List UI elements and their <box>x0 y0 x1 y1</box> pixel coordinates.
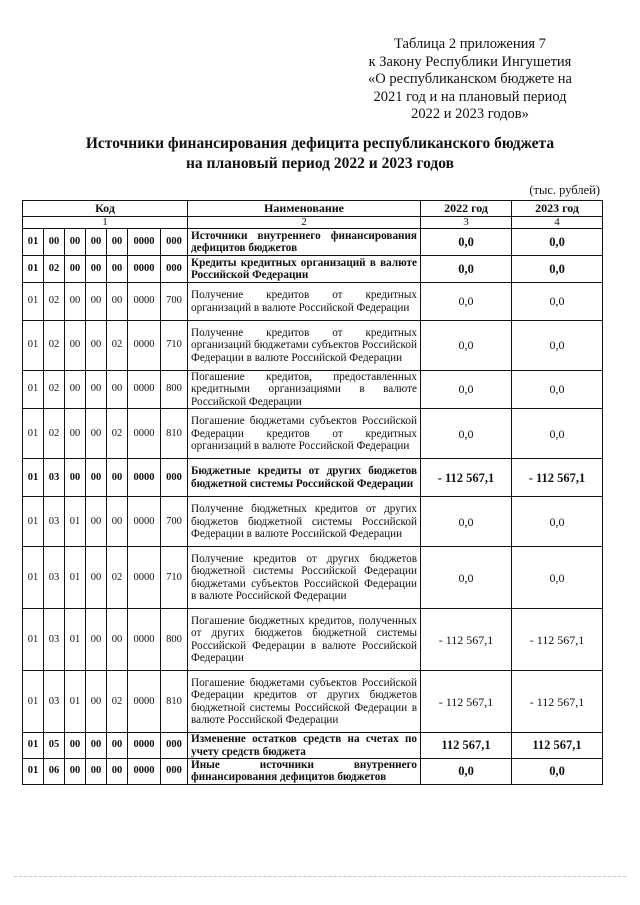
units-note: (тыс. рублей) <box>529 183 600 197</box>
table-row <box>23 321 603 371</box>
name-cell: Получение кредитов от других бюджетов бюджетной системы Российской Федерации бюджетами субъектов Российской Федерации в валюте Российской Федерации <box>188 547 421 609</box>
code-cell: 00 <box>107 229 128 256</box>
code-cell: 01 <box>23 671 44 733</box>
code-cell: 00 <box>86 256 107 283</box>
name-cell: Погашение бюджетами субъектов Российской Федерации кредитов от других бюджетов бюджетной системы Российской Федерации в валюте Российской Федерации <box>188 671 421 733</box>
code-cell: 00 <box>86 229 107 256</box>
appendix-header <box>352 36 588 124</box>
code-cell: 02 <box>107 547 128 609</box>
code-cell: 0000 <box>128 497 161 547</box>
code-cell: 01 <box>65 671 86 733</box>
code-cell: 02 <box>44 321 65 371</box>
value-2022-cell: - 112 567,1 <box>421 459 512 497</box>
code-cell: 810 <box>161 671 188 733</box>
code-cell: 0000 <box>128 283 161 321</box>
code-cell: 01 <box>23 321 44 371</box>
code-cell: 03 <box>44 609 65 671</box>
value-2022-cell: 0,0 <box>421 759 512 785</box>
table-row <box>23 671 603 733</box>
value-2023-cell: 0,0 <box>512 409 603 459</box>
code-cell: 01 <box>65 497 86 547</box>
value-2022-cell: 0,0 <box>421 547 512 609</box>
code-cell: 00 <box>107 371 128 409</box>
code-cell: 00 <box>86 547 107 609</box>
code-cell: 02 <box>44 409 65 459</box>
header-code: Код <box>23 201 188 217</box>
appendix-header-line: 2022 и 2023 годов» <box>411 106 529 122</box>
code-cell: 00 <box>65 321 86 371</box>
code-cell: 710 <box>161 321 188 371</box>
code-cell: 00 <box>86 283 107 321</box>
table-row <box>23 256 603 283</box>
code-cell: 01 <box>65 547 86 609</box>
value-2023-cell: 0,0 <box>512 759 603 785</box>
table-row <box>23 547 603 609</box>
code-cell: 01 <box>23 409 44 459</box>
code-cell: 0000 <box>128 609 161 671</box>
appendix-header-line: 2021 год и на плановый период <box>373 88 567 105</box>
code-cell: 000 <box>161 229 188 256</box>
value-2022-cell: 0,0 <box>421 497 512 547</box>
code-cell: 0000 <box>128 371 161 409</box>
code-cell: 00 <box>86 497 107 547</box>
table-row <box>23 497 603 547</box>
table-row <box>23 759 603 785</box>
name-cell: Изменение остатков средств на счетах по учету средств бюджета <box>188 733 421 759</box>
header-2023: 2023 год <box>512 201 603 217</box>
column-index-row <box>23 217 603 229</box>
value-2023-cell: 112 567,1 <box>512 733 603 759</box>
value-2023-cell: 0,0 <box>512 547 603 609</box>
column-index: 2 <box>188 217 421 229</box>
code-cell: 810 <box>161 409 188 459</box>
code-cell: 700 <box>161 497 188 547</box>
code-cell: 01 <box>23 759 44 785</box>
appendix-header-line: «О республиканском бюджете на <box>368 71 572 87</box>
code-cell: 00 <box>86 321 107 371</box>
code-cell: 800 <box>161 371 188 409</box>
code-cell: 0000 <box>128 321 161 371</box>
code-cell: 00 <box>86 609 107 671</box>
name-cell: Получение кредитов от кредитных организаций в валюте Российской Федерации <box>188 283 421 321</box>
code-cell: 01 <box>65 609 86 671</box>
code-cell: 03 <box>44 671 65 733</box>
value-2022-cell: - 112 567,1 <box>421 671 512 733</box>
code-cell: 01 <box>23 371 44 409</box>
code-cell: 00 <box>107 497 128 547</box>
document-title-line-2: на плановый период 2022 и 2023 годов <box>186 155 454 172</box>
code-cell: 02 <box>44 283 65 321</box>
code-cell: 700 <box>161 283 188 321</box>
name-cell: Бюджетные кредиты от других бюджетов бюджетной системы Российской Федерации <box>188 459 421 497</box>
code-cell: 800 <box>161 609 188 671</box>
code-cell: 02 <box>44 256 65 283</box>
code-cell: 01 <box>23 256 44 283</box>
code-cell: 02 <box>44 371 65 409</box>
financing-sources-table <box>22 200 603 785</box>
value-2023-cell: 0,0 <box>512 283 603 321</box>
code-cell: 00 <box>65 409 86 459</box>
name-cell: Кредиты кредитных организаций в валюте Российской Федерации <box>188 256 421 283</box>
code-cell: 0000 <box>128 459 161 497</box>
code-cell: 0000 <box>128 547 161 609</box>
code-cell: 00 <box>107 256 128 283</box>
table-row <box>23 371 603 409</box>
code-cell: 00 <box>107 759 128 785</box>
code-cell: 0000 <box>128 409 161 459</box>
code-cell: 01 <box>23 733 44 759</box>
code-cell: 00 <box>65 229 86 256</box>
value-2023-cell: 0,0 <box>512 321 603 371</box>
code-cell: 000 <box>161 459 188 497</box>
appendix-header-line: Таблица 2 приложения 7 <box>394 36 546 52</box>
code-cell: 01 <box>23 229 44 256</box>
code-cell: 00 <box>86 409 107 459</box>
code-cell: 00 <box>65 733 86 759</box>
value-2023-cell: 0,0 <box>512 497 603 547</box>
column-index: 1 <box>23 217 188 229</box>
code-cell: 00 <box>65 256 86 283</box>
table-row <box>23 733 603 759</box>
code-cell: 01 <box>23 497 44 547</box>
table-row <box>23 459 603 497</box>
code-cell: 05 <box>44 733 65 759</box>
code-cell: 01 <box>23 547 44 609</box>
code-cell: 0000 <box>128 671 161 733</box>
code-cell: 00 <box>86 759 107 785</box>
code-cell: 000 <box>161 759 188 785</box>
code-cell: 0000 <box>128 733 161 759</box>
code-cell: 00 <box>107 733 128 759</box>
value-2023-cell: 0,0 <box>512 229 603 256</box>
code-cell: 00 <box>107 459 128 497</box>
code-cell: 00 <box>86 671 107 733</box>
value-2022-cell: 0,0 <box>421 256 512 283</box>
code-cell: 710 <box>161 547 188 609</box>
value-2023-cell: - 112 567,1 <box>512 671 603 733</box>
code-cell: 01 <box>23 609 44 671</box>
code-cell: 06 <box>44 759 65 785</box>
name-cell: Источники внутреннего финансирования дефицитов бюджетов <box>188 229 421 256</box>
code-cell: 03 <box>44 497 65 547</box>
name-cell: Получение кредитов от кредитных организаций бюджетами субъектов Российской Федерации в валюте Российской Федерации <box>188 321 421 371</box>
code-cell: 00 <box>44 229 65 256</box>
code-cell: 01 <box>23 459 44 497</box>
value-2023-cell: 0,0 <box>512 256 603 283</box>
code-cell: 0000 <box>128 759 161 785</box>
code-cell: 03 <box>44 459 65 497</box>
code-cell: 02 <box>107 671 128 733</box>
name-cell: Иные источники внутреннего финансирования дефицитов бюджетов <box>188 759 421 785</box>
value-2022-cell: 0,0 <box>421 229 512 256</box>
code-cell: 00 <box>65 283 86 321</box>
name-cell: Погашение бюджетных кредитов, полученных от других бюджетов бюджетной системы Российской Федерации в валюте Российской Федерации <box>188 609 421 671</box>
document-title-line-1: Источники финансирования дефицита республиканского бюджета <box>85 135 555 152</box>
code-cell: 02 <box>107 409 128 459</box>
code-cell: 0000 <box>128 256 161 283</box>
table-row <box>23 283 603 321</box>
name-cell: Получение бюджетных кредитов от других бюджетов бюджетной системы Российской Федерации в валюте Российской Федерации <box>188 497 421 547</box>
code-cell: 00 <box>65 371 86 409</box>
table-row <box>23 409 603 459</box>
appendix-header-line: к Закону Республики Ингушетия <box>368 53 572 70</box>
table-row <box>23 229 603 256</box>
value-2022-cell: 0,0 <box>421 321 512 371</box>
code-cell: 00 <box>107 283 128 321</box>
name-cell: Погашение кредитов, предоставленных кредитными организациями в валюте Российской Федерации <box>188 371 421 409</box>
column-index: 4 <box>512 217 603 229</box>
value-2022-cell: 112 567,1 <box>421 733 512 759</box>
table-header-row <box>23 201 603 217</box>
value-2023-cell: 0,0 <box>512 371 603 409</box>
value-2022-cell: 0,0 <box>421 371 512 409</box>
value-2022-cell: 0,0 <box>421 283 512 321</box>
column-index: 3 <box>421 217 512 229</box>
table-body <box>23 229 603 785</box>
document-title <box>40 134 600 174</box>
table-row <box>23 609 603 671</box>
code-cell: 0000 <box>128 229 161 256</box>
header-2022: 2022 год <box>421 201 512 217</box>
code-cell: 000 <box>161 733 188 759</box>
code-cell: 00 <box>65 759 86 785</box>
code-cell: 02 <box>107 321 128 371</box>
header-name: Наименование <box>188 201 421 217</box>
code-cell: 000 <box>161 256 188 283</box>
code-cell: 01 <box>23 283 44 321</box>
page-bottom-divider <box>14 876 626 877</box>
code-cell: 00 <box>86 733 107 759</box>
value-2023-cell: - 112 567,1 <box>512 609 603 671</box>
value-2023-cell: - 112 567,1 <box>512 459 603 497</box>
code-cell: 00 <box>86 459 107 497</box>
value-2022-cell: 0,0 <box>421 409 512 459</box>
code-cell: 03 <box>44 547 65 609</box>
name-cell: Погашение бюджетами субъектов Российской Федерации кредитов от кредитных организаций в валюте Российской Федерации <box>188 409 421 459</box>
code-cell: 00 <box>107 609 128 671</box>
code-cell: 00 <box>86 371 107 409</box>
code-cell: 00 <box>65 459 86 497</box>
value-2022-cell: - 112 567,1 <box>421 609 512 671</box>
